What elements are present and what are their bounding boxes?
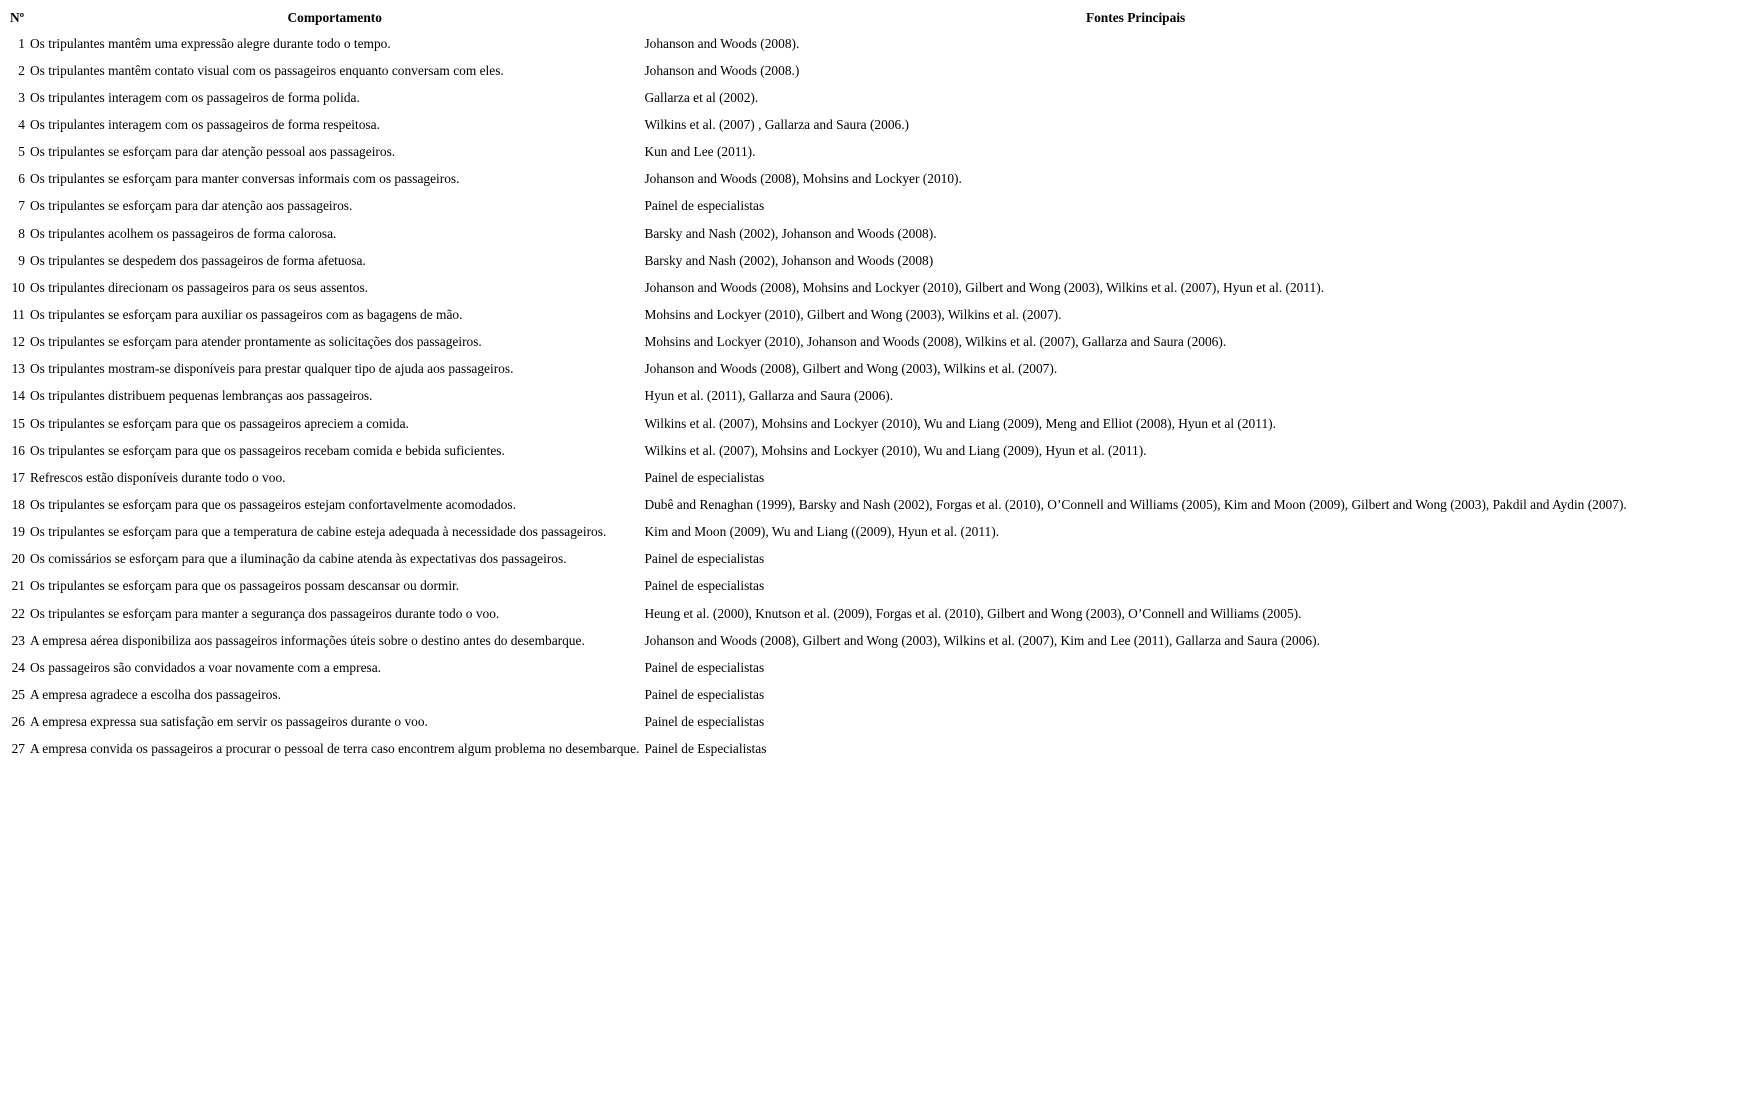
row-number: 24 [11,659,25,675]
table-row [8,193,1628,220]
row-sources: Painel de especialistas [644,578,765,594]
row-number: 9 [18,252,25,268]
table-row [8,139,1628,166]
header-behavior: Comportamento [287,9,382,25]
row-behavior: Os tripulantes se esforçam para que os passageiros possam descansar ou dormir. [30,578,460,594]
row-sources: Mohsins and Lockyer (2010), Johanson and Woods (2008), Wilkins et al. (2007), Gallarza and Saura (2006). [644,334,1227,350]
row-behavior: Refrescos estão disponíveis durante todo o voo. [30,469,286,485]
row-sources: Johanson and Woods (2008), Gilbert and Wong (2003), Wilkins et al. (2007), Kim and Lee (2011), Gallarza and Saura (2006). [644,632,1320,648]
row-behavior: Os tripulantes acolhem os passageiros de forma calorosa. [30,225,337,241]
row-sources: Wilkins et al. (2007) , Gallarza and Saura (2006.) [644,116,910,132]
table-row [8,30,1628,57]
row-number: 8 [18,225,25,241]
row-behavior: Os tripulantes direcionam os passageiros para os seus assentos. [30,279,369,295]
table-row [8,57,1628,84]
row-sources: Wilkins et al. (2007), Mohsins and Lockyer (2010), Wu and Liang (2009), Meng and Elliot (2008), Hyun et al (2011). [644,415,1276,431]
row-sources: Gallarza et al (2002). [644,89,759,105]
table-body [8,30,1628,763]
table-row [8,274,1628,301]
row-sources: Kim and Moon (2009), Wu and Liang ((2009), Hyun et al. (2011). [644,524,1000,540]
row-behavior: Os tripulantes se esforçam para que os passageiros apreciem a comida. [30,415,409,431]
header-number: Nº [9,9,25,25]
row-sources: Johanson and Woods (2008), Gilbert and Wong (2003), Wilkins et al. (2007). [644,361,1058,377]
row-number: 3 [18,89,25,105]
row-number: 13 [11,361,25,377]
row-number: 14 [11,388,25,404]
table-row [8,709,1628,736]
row-number: 20 [11,551,25,567]
row-number: 23 [11,632,25,648]
row-number: 11 [12,306,25,322]
row-sources: Hyun et al. (2011), Gallarza and Saura (2006). [644,388,894,404]
row-sources: Painel de especialistas [644,659,765,675]
table-header-row [8,7,1628,30]
row-sources: Barsky and Nash (2002), Johanson and Woods (2008) [644,252,934,268]
row-sources: Wilkins et al. (2007), Mohsins and Lockyer (2010), Wu and Liang (2009), Hyun et al. (2011). [644,442,1147,458]
row-sources: Kun and Lee (2011). [644,144,756,160]
row-behavior: Os comissários se esforçam para que a iluminação da cabine atenda às expectativas dos passageiros. [30,551,567,567]
row-sources: Painel de Especialistas [644,741,767,757]
row-number: 21 [11,578,25,594]
table-row [8,383,1628,410]
row-sources: Dubê and Renaghan (1999), Barsky and Nash (2002), Forgas et al. (2010), O’Connell and Williams (2005), Kim and Moon (2009), Gilbert and Wong (2003), Pakdil and Aydin (2007). [644,496,1627,512]
table-row [8,464,1628,491]
table-row [8,166,1628,193]
row-behavior: Os tripulantes se esforçam para que a temperatura de cabine esteja adequada à necessidade dos passageiros. [30,524,607,540]
row-sources: Painel de especialistas [644,469,765,485]
table-row [8,84,1628,111]
row-behavior: A empresa expressa sua satisfação em servir os passageiros durante o voo. [30,714,428,730]
row-behavior: A empresa convida os passageiros a procurar o pessoal de terra caso encontrem algum problema no desembarque. [30,741,640,757]
row-behavior: Os tripulantes se esforçam para que os passageiros recebam comida e bebida suficientes. [30,442,505,458]
row-number: 16 [11,442,25,458]
row-behavior: Os tripulantes se esforçam para que os passageiros estejam confortavelmente acomodados. [30,496,516,512]
table-row [8,573,1628,600]
table-row [8,356,1628,383]
row-number: 6 [18,171,25,187]
row-behavior: Os tripulantes mostram-se disponíveis para prestar qualquer tipo de ajuda aos passageiros. [30,361,514,377]
table-row [8,519,1628,546]
row-number: 12 [11,334,25,350]
row-sources: Johanson and Woods (2008), Mohsins and Lockyer (2010). [644,171,962,187]
row-sources: Painel de especialistas [644,551,765,567]
row-behavior: Os tripulantes se esforçam para manter conversas informais com os passageiros. [30,171,460,187]
row-sources: Johanson and Woods (2008), Mohsins and Lockyer (2010), Gilbert and Wong (2003), Wilkins et al. (2007), Hyun et al. (2011). [644,279,1325,295]
row-behavior: Os tripulantes interagem com os passageiros de forma polida. [30,89,360,105]
row-behavior: A empresa aérea disponibiliza aos passageiros informações úteis sobre o destino antes do desembarque. [30,632,585,648]
row-number: 10 [11,279,25,295]
row-number: 2 [18,62,25,78]
row-number: 7 [18,198,25,214]
row-number: 4 [18,116,25,132]
row-number: 15 [11,415,25,431]
row-number: 5 [18,144,25,160]
table-row [8,220,1628,247]
row-sources: Barsky and Nash (2002), Johanson and Woods (2008). [644,225,937,241]
row-number: 25 [11,686,25,702]
table-row [8,437,1628,464]
row-number: 22 [11,605,25,621]
row-number: 26 [11,714,25,730]
row-sources: Painel de especialistas [644,198,765,214]
table-row [8,247,1628,274]
row-sources: Johanson and Woods (2008.) [644,62,800,78]
row-sources: Painel de especialistas [644,714,765,730]
row-number: 27 [11,741,25,757]
table-row [8,681,1628,708]
table-row [8,600,1628,627]
row-behavior: Os tripulantes mantêm contato visual com os passageiros enquanto conversam com eles. [30,62,504,78]
row-behavior: Os tripulantes se despedem dos passageiros de forma afetuosa. [30,252,366,268]
row-behavior: Os tripulantes interagem com os passageiros de forma respeitosa. [30,116,380,132]
row-sources: Painel de especialistas [644,686,765,702]
behavior-sources-table [5,7,1631,763]
row-sources: Mohsins and Lockyer (2010), Gilbert and Wong (2003), Wilkins et al. (2007). [644,306,1062,322]
table-row [8,736,1628,763]
row-behavior: Os tripulantes se esforçam para manter a segurança dos passageiros durante todo o voo. [30,605,500,621]
row-behavior: Os tripulantes se esforçam para atender prontamente as solicitações dos passageiros. [30,334,482,350]
header-sources: Fontes Principais [1085,9,1186,25]
row-behavior: Os tripulantes se esforçam para dar atenção pessoal aos passageiros. [30,144,396,160]
row-sources: Heung et al. (2000), Knutson et al. (2009), Forgas et al. (2010), Gilbert and Wong (2003), O’Connell and Williams (2005). [644,605,1302,621]
table-row [8,627,1628,654]
table-row [8,329,1628,356]
row-behavior: Os tripulantes mantêm uma expressão alegre durante todo o tempo. [30,35,391,51]
table-row [8,301,1628,328]
row-number: 19 [11,524,25,540]
row-number: 1 [18,35,25,51]
table-row [8,410,1628,437]
row-behavior: A empresa agradece a escolha dos passageiros. [30,686,281,702]
row-behavior: Os passageiros são convidados a voar novamente com a empresa. [30,659,382,675]
table-row [8,546,1628,573]
row-number: 18 [11,496,25,512]
row-number: 17 [11,469,25,485]
row-behavior: Os tripulantes se esforçam para dar atenção aos passageiros. [30,198,353,214]
row-behavior: Os tripulantes distribuem pequenas lembranças aos passageiros. [30,388,373,404]
row-behavior: Os tripulantes se esforçam para auxiliar os passageiros com as bagagens de mão. [30,306,463,322]
table-row [8,654,1628,681]
table-row [8,491,1628,518]
row-sources: Johanson and Woods (2008). [644,35,800,51]
table-row [8,111,1628,138]
